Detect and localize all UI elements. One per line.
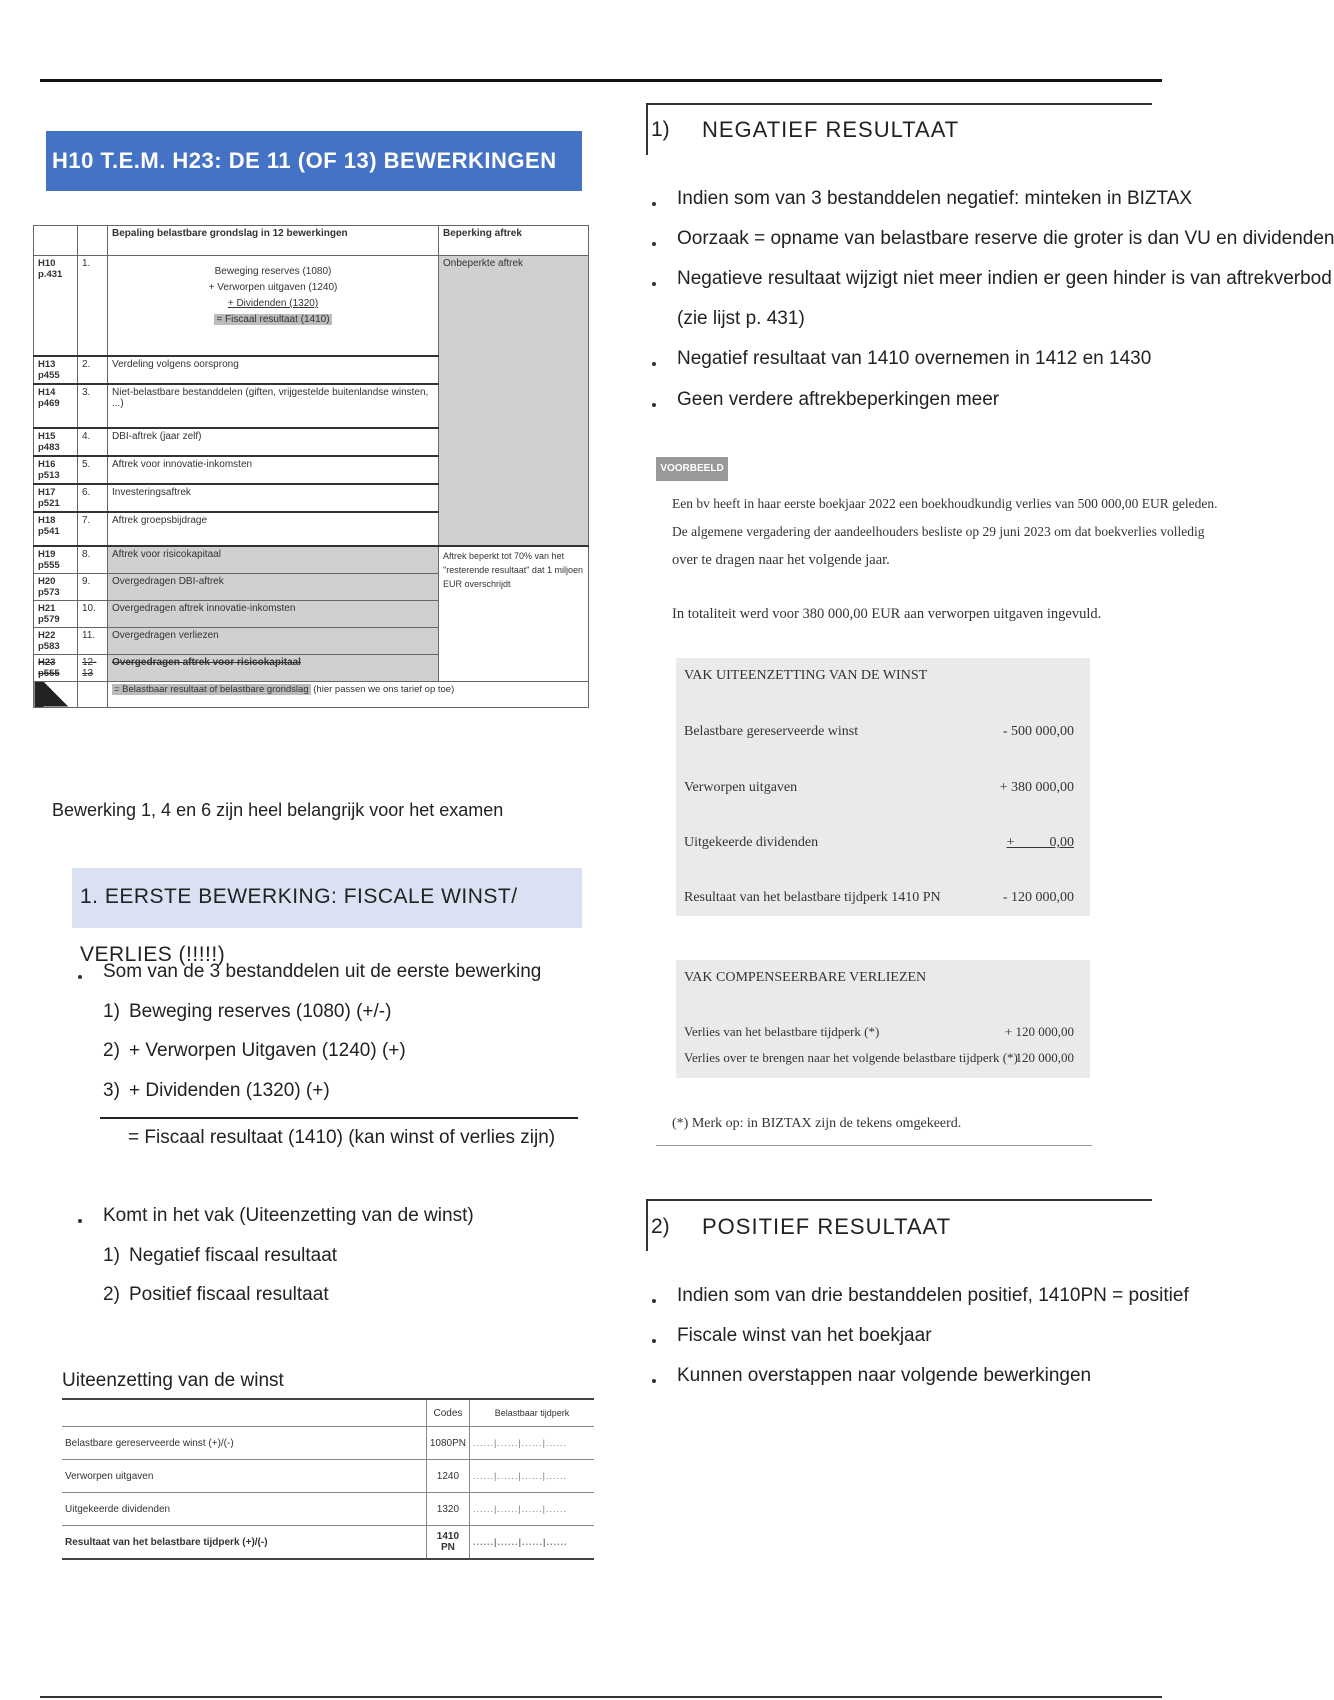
- panel-compenseerbare-verliezen: VAK COMPENSEERBARE VERLIEZEN Verlies van het belastbare tijdperk (*) + 120 000,00 Verlies over te brengen naar het volgende belastbare tijdperk (*) 120 000,00: [676, 960, 1090, 1078]
- bullet-icon: [652, 1299, 656, 1303]
- header-bepaling: Bepaling belastbare grondslag in 12 bewerkingen: [108, 226, 439, 256]
- table-row: Belastbare gereserveerde winst (+)/(-) 1080PN ......|......|......|......: [62, 1427, 594, 1460]
- bullet-icon: [652, 242, 656, 246]
- fiscal-result-highlight: = Fiscaal resultaat (1410): [216, 314, 330, 325]
- taxable-base-highlight: = Belastbaar resultaat of belastbare grondslag: [114, 683, 309, 695]
- operations-table: [33, 225, 589, 708]
- table-row: H10 p.431 1. Beweging reserves (1080) + Verworpen uitgaven (1240) + Dividenden (1320) = Fiscaal resultaat (1410) Onbeperkte aftrek: [34, 256, 589, 356]
- table-row: H21 p579 10. Overgedragen aftrek innovatie-inkomsten: [34, 600, 589, 627]
- header-beperking: Beperking aftrek: [439, 226, 589, 256]
- uiteenzetting-table: [62, 1398, 594, 1560]
- sum-line: = Fiscaal resultaat (1410) (kan winst of verlies zijn): [128, 1127, 556, 1148]
- table-footer-row: = Belastbaar resultaat of belastbare grondslag (hier passen we ons tarief op toe): [34, 681, 589, 707]
- bottom-rule: [40, 1696, 1162, 1698]
- limited-deduction-cell: Aftrek beperkt tot 70% van het "resterende resultaat" dat 1 miljoen EUR overschrijdt: [439, 546, 589, 682]
- chapter-banner: H10 T.E.M. H23: DE 11 (OF 13) BEWERKINGEN: [46, 131, 582, 191]
- bullet-icon: [652, 403, 656, 407]
- table-row: H13 p455 2. Verdeling volgens oorsprong: [34, 356, 589, 384]
- table-row: H17 p521 6. Investeringsaftrek: [34, 484, 589, 512]
- bullet-icon: [652, 1339, 656, 1343]
- table-row: H18 p541 7. Aftrek groepsbijdrage: [34, 512, 589, 546]
- section-title-negative: NEGATIEF RESULTAAT: [702, 117, 960, 142]
- footnote: (*) Merk op: in BIZTAX zijn de tekens omgekeerd.: [672, 1116, 962, 1131]
- exam-note: Bewerking 1, 4 en 6 zijn heel belangrijk voor het examen: [52, 800, 504, 820]
- section-heading-first-operation: 1. EERSTE BEWERKING: FISCALE WINST/ VERLIES (!!!!!): [72, 868, 582, 928]
- table-row: H22 p583 11. Overgedragen verliezen: [34, 627, 589, 654]
- table-row: Verworpen uitgaven 1240 ......|......|......|......: [62, 1460, 594, 1493]
- table-row: H20 p573 9. Overgedragen DBI-aftrek: [34, 573, 589, 600]
- sum-rule: [100, 1117, 578, 1119]
- uiteenzetting-title: Uiteenzetting van de winst: [62, 1370, 284, 1391]
- example-label: VOORBEELD: [656, 457, 728, 481]
- bullet-icon: [652, 1379, 656, 1383]
- section-title-positive: POSITIEF RESULTAAT: [702, 1214, 952, 1239]
- table-row: H19 p555 8. Aftrek voor risicokapitaal Aftrek beperkt tot 70% van het "resterende resultaat" dat 1 miljoen EUR overschrijdt: [34, 546, 589, 574]
- example-bottom-rule: [656, 1145, 1092, 1146]
- table-row: H23 p555 12-13 Overgedragen aftrek voor risicokapitaal: [34, 654, 589, 681]
- table-row: H14 p469 3. Niet-belastbare bestanddelen (giften, vrijgestelde buitenlandse winsten, ...): [34, 384, 589, 428]
- table-row: Resultaat van het belastbare tijdperk (+)/(-) 1410 PN ......|......|......|......: [62, 1526, 594, 1560]
- example-text: Een bv heeft in haar eerste boekjaar 2022 een boekhoudkundig verlies van 500 000,00 EUR geleden. De algemene vergadering der aandeelhouders besliste op 29 juni 2023 om dat boekverlies volledig over te dragen naar het volgende jaar. In totaliteit werd voor 380 000,00 EUR aan verworpen uitgaven ingevuld.: [672, 496, 1218, 622]
- unlimited-deduction-cell: Onbeperkte aftrek: [439, 256, 589, 546]
- bullet-icon: [652, 362, 656, 366]
- table-header-row: [34, 226, 589, 256]
- panel-uiteenzetting: VAK UITEENZETTING VAN DE WINST Belastbare gereserveerde winst - 500 000,00 Verworpen uitgaven + 380 000,00 Uitgekeerde dividenden + 0,00 Resultaat van het belastbare tijdperk 1410 PN - 120 000,00: [676, 658, 1090, 916]
- bullet-icon: [78, 975, 82, 979]
- bullet-icon: [652, 202, 656, 206]
- bullet-icon: [78, 1219, 82, 1223]
- table-row: H16 p513 5. Aftrek voor innovatie-inkomsten: [34, 456, 589, 484]
- table-header-row: Codes Belastbaar tijdperk: [62, 1399, 594, 1427]
- table-row: Uitgekeerde dividenden 1320 ......|......|......|......: [62, 1493, 594, 1526]
- top-rule: [40, 79, 1162, 82]
- bullet-icon: [652, 282, 656, 286]
- table-row: H15 p483 4. DBI-aftrek (jaar zelf): [34, 428, 589, 456]
